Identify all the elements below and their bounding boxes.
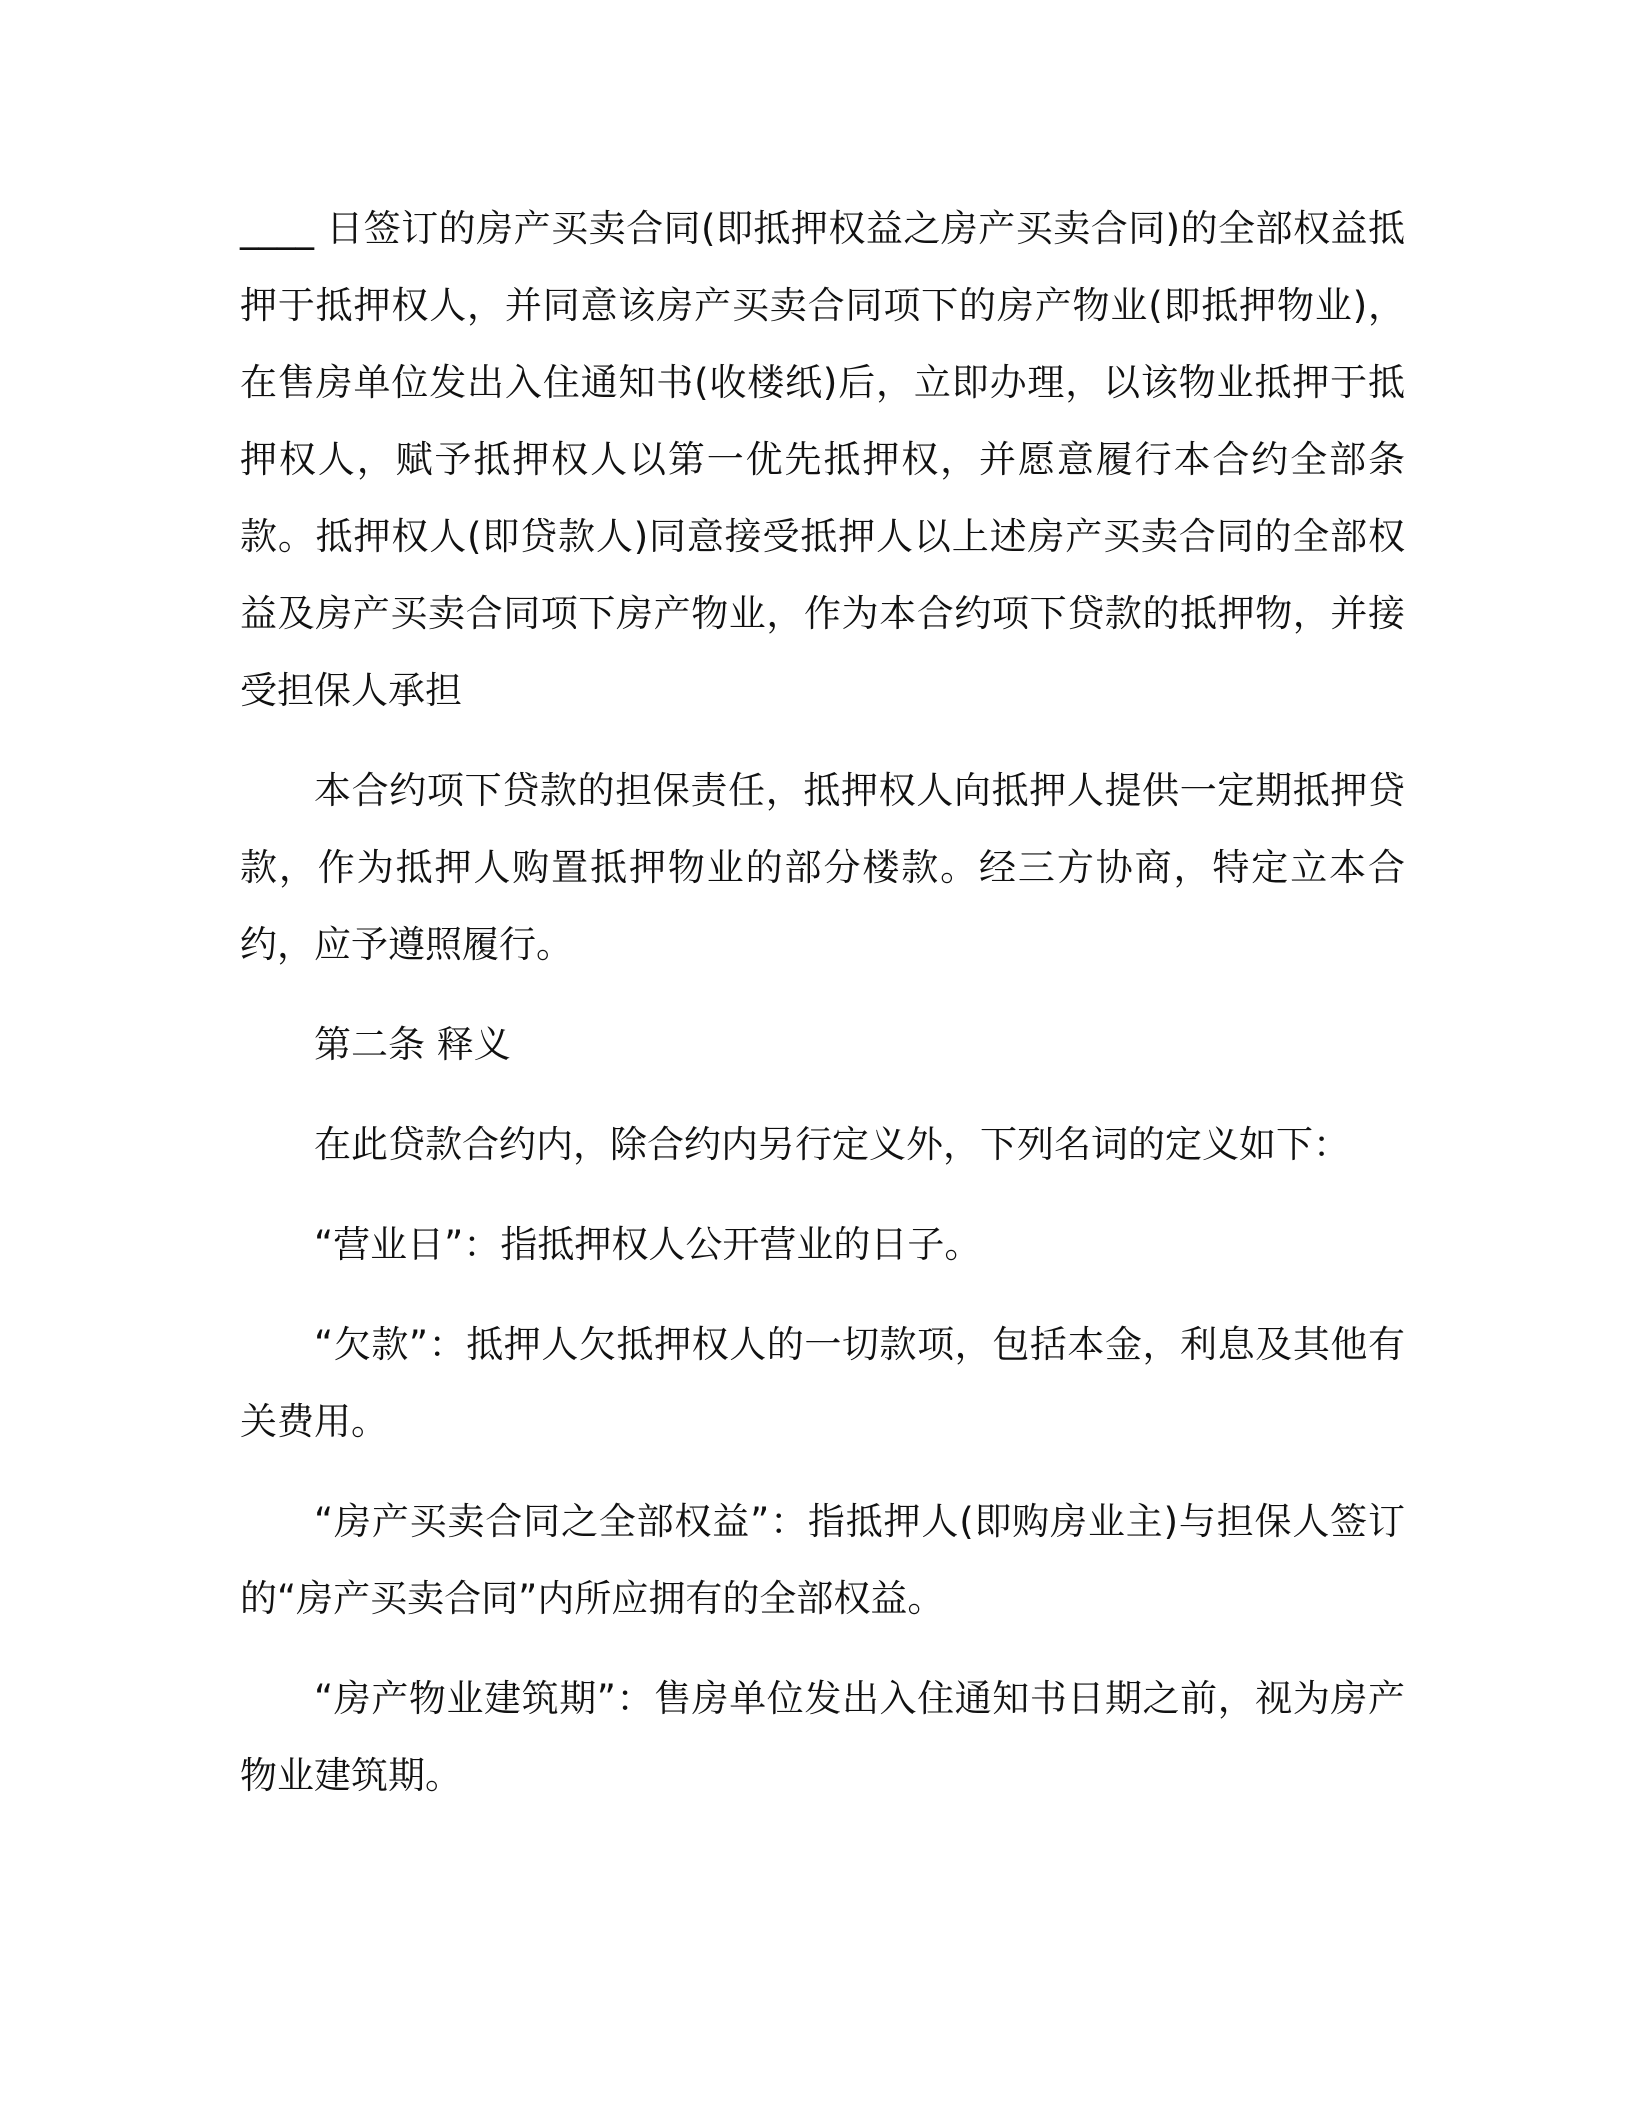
section-heading-article-2: 第二条 释义 xyxy=(314,1023,511,1066)
document-body xyxy=(240,190,1405,1814)
paragraph-definitions-intro: 在此贷款合约内，除合约内另行定义外，下列名词的定义如下： xyxy=(314,1123,1350,1166)
definition-business-day: “营业日”：指抵押权人公开营业的日子。 xyxy=(314,1223,982,1266)
definition-construction-period: “房产物业建筑期”：售房单位发出入住通知书日期之前，视为房产物业建筑期。 xyxy=(240,1677,1405,1797)
definition-debt: “欠款”：抵押人欠抵押权人的一切款项，包括本金，利息及其他有关费用。 xyxy=(240,1323,1405,1443)
definition-contract-rights: “房产买卖合同之全部权益”：指抵押人(即购房业主)与担保人签订的“房产买卖合同”内所应拥有的全部权益。 xyxy=(240,1500,1405,1620)
paragraph-guarantee: 本合约项下贷款的担保责任，抵押权人向抵押人提供一定期抵押贷款，作为抵押人购置抵押物业的部分楼款。经三方协商，特定立本合约，应予遵照履行。 xyxy=(240,769,1405,966)
paragraph-continuation: ____ 日签订的房产买卖合同(即抵押权益之房产买卖合同)的全部权益抵押于抵押权人，并同意该房产买卖合同项下的房产物业(即抵押物业)，在售房单位发出入住通知书(收楼纸)后，立即办理，以该物业抵押于抵押权人，赋予抵押权人以第一优先抵押权，并愿意履行本合约全部条款。抵押权人(即贷款人)同意接受抵押人以上述房产买卖合同的全部权益及房产买卖合同项下房产物业，作为本合约项下贷款的抵押物，并接受担保人承担 xyxy=(240,207,1405,712)
